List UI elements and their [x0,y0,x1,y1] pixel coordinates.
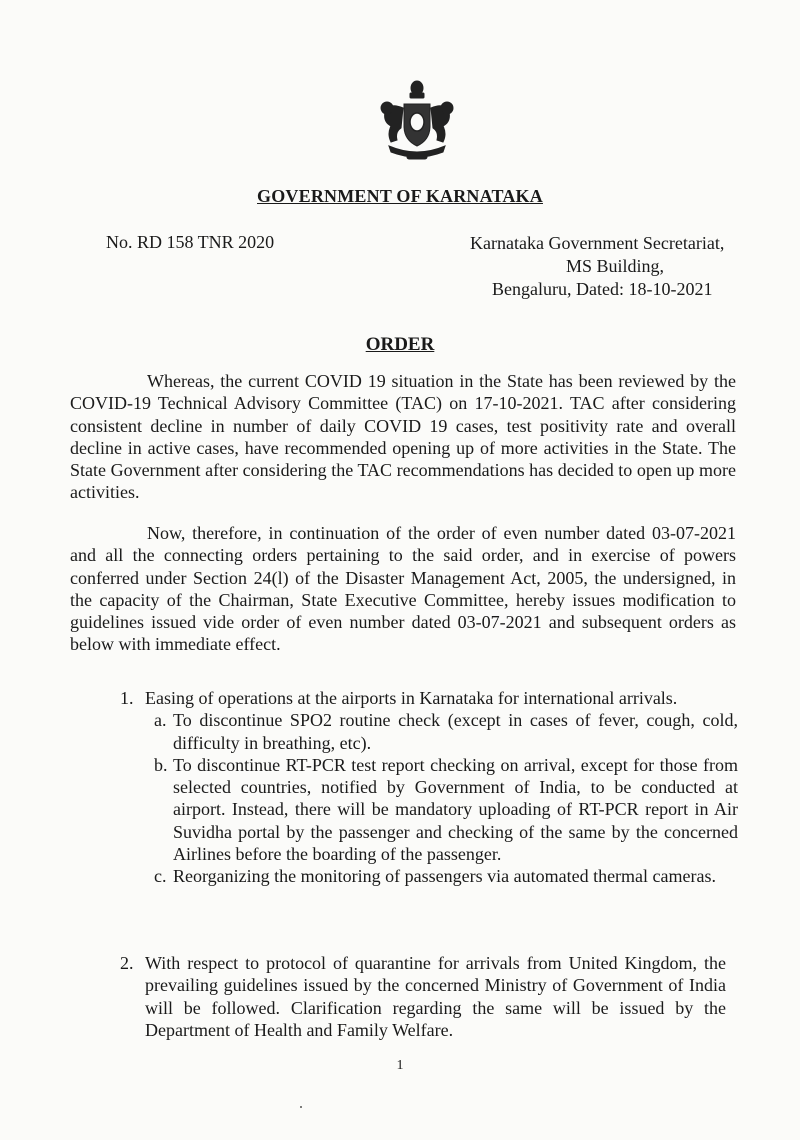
sub-item-text: To discontinue SPO2 routine check (except in cases of fever, cough, cold, difficulty in breathing, etc). [173,710,738,753]
list-item-text: Easing of operations at the airports in Karnataka for international arrivals. [145,688,678,708]
list-item-number: 1. [120,688,134,708]
paragraph-now-therefore: Now, therefore, in continuation of the order of even number dated 03-07-2021 and all the connecting orders pertaining to the said order, and in exercise of powers conferred under Section 24(l) of the Disaster Management Act, 2005, the undersigned, in the capacity of the Chairman, State Executive Committee, hereby issues modification to guidelines issued vide order of even number dated 03-07-2021 and subsequent orders as below with immediate effect. [70,523,736,655]
list-item-airports [120,687,738,888]
sub-item-b [120,754,738,865]
paragraph-whereas: Whereas, the current COVID 19 situation in the State has been reviewed by the COVID-19 Technical Advisory Committee (TAC) on 17-10-2021. TAC after considering consistent decline in number of daily COVID 19 cases, test positivity rate and overall decline in active cases, have recommended opening up of more activities in the State. The State Government after considering the TAC recommendations has decided to open up more activities. [70,371,736,503]
address-line-1: Karnataka Government Secretariat, [470,233,725,253]
page-number: 1 [396,1058,404,1073]
list-item-number: 2. [120,953,134,973]
sub-item-c [120,865,738,887]
address-line-2: MS Building, [566,256,665,276]
address-line-3: Bengaluru, Dated: 18-10-2021 [492,279,713,299]
list-item-text: With respect to protocol of quarantine for arrivals from United Kingdom, the prevailing guidelines issued by the concerned Ministry of Government of India will be followed. Clarification regarding the same will be issued by the Department of Health and Family Welfare. [145,953,726,1040]
reference-number: No. RD 158 TNR 2020 [106,232,275,252]
list-item-quarantine [120,952,726,1041]
sub-item-text: Reorganizing the monitoring of passengers via automated thermal cameras. [173,866,716,887]
order-title: ORDER [365,334,435,355]
scan-speck [300,1106,302,1108]
address-block [470,232,724,301]
government-heading: GOVERNMENT OF KARNATAKA [257,186,543,206]
sub-item-letter: c. [154,866,167,887]
sub-item-letter: b. [154,754,168,775]
sub-item-text: To discontinue RT-PCR test report checking on arrival, except for those from selected countries, notified by Government of India, to be conducted at airport. Instead, there will be mandatory uploading of RT-PCR report in Air Suvidha portal by the passenger and checking of the same by the concerned Airlines before the boarding of the passenger. [173,754,738,865]
sub-item-letter: a. [154,710,167,731]
karnataka-state-emblem-icon [377,78,457,166]
sub-item-a [120,709,738,754]
